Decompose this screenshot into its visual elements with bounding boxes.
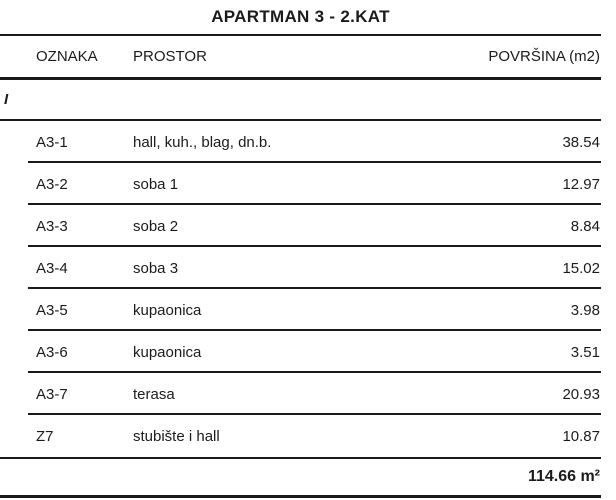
row-prostor: kupaonica	[133, 301, 202, 319]
row-povrsina: 8.84	[570, 217, 600, 235]
row-prostor: soba 2	[133, 217, 179, 235]
column-header-oznaka: OZNAKA	[36, 48, 98, 65]
row-povrsina: 12.97	[562, 175, 600, 193]
row-oznaka: A3-3	[36, 217, 68, 235]
table-row	[0, 121, 601, 163]
column-header-povrsina: POVRŠINA (m2)	[488, 48, 600, 65]
row-povrsina: 15.02	[562, 259, 600, 277]
table-row	[0, 331, 601, 373]
row-oznaka: A3-7	[36, 385, 68, 403]
row-oznaka: Z7	[36, 427, 54, 445]
row-oznaka: A3-5	[36, 301, 68, 319]
column-header-prostor: PROSTOR	[133, 48, 207, 65]
row-prostor: terasa	[133, 385, 175, 403]
row-prostor: soba 3	[133, 259, 179, 277]
row-oznaka: A3-6	[36, 343, 68, 361]
section-label: I	[4, 91, 9, 108]
row-prostor: hall, kuh., blag, dn.b.	[133, 133, 272, 151]
table-row	[0, 289, 601, 331]
table-row	[0, 373, 601, 415]
table-row	[0, 415, 601, 457]
table-header-row	[0, 34, 601, 80]
row-oznaka: A3-4	[36, 259, 68, 277]
table-body	[0, 121, 601, 457]
row-prostor: soba 1	[133, 175, 179, 193]
total-area-value: 114.66 m²	[527, 468, 600, 485]
row-oznaka: A3-2	[36, 175, 68, 193]
row-povrsina: 20.93	[562, 385, 600, 403]
table-row	[0, 247, 601, 289]
row-povrsina: 3.98	[570, 301, 600, 319]
page-title: APARTMAN 3 - 2.KAT	[211, 7, 390, 26]
row-oznaka: A3-1	[36, 133, 68, 151]
table-row	[0, 205, 601, 247]
table-row	[0, 163, 601, 205]
row-povrsina: 3.51	[570, 343, 600, 361]
row-povrsina: 10.87	[562, 427, 600, 445]
total-row	[0, 457, 601, 498]
row-povrsina: 38.54	[562, 133, 600, 151]
section-row	[0, 80, 601, 121]
row-prostor: stubište i hall	[133, 427, 220, 445]
row-prostor: kupaonica	[133, 343, 202, 361]
